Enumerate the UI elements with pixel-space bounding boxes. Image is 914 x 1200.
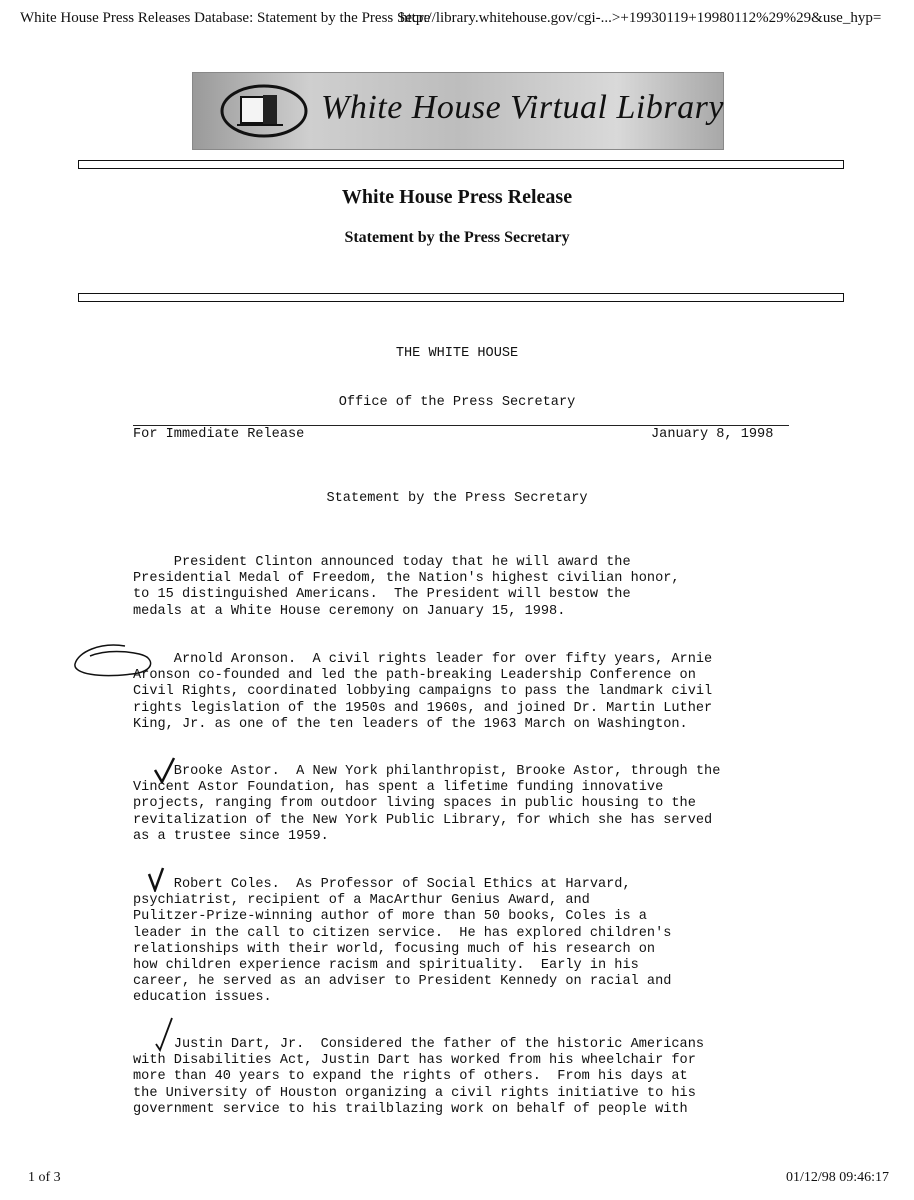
paragraph-dart: Justin Dart, Jr. Considered the father of the historic Americans with Disabilities Act, Justin Dart has worked from his wheelchair for more than 40 years to expand the rights of others. From his days at the University of Houston organizing a civil rights initiative to his government service to his trailblazing work on behalf of people with <box>133 1037 705 1117</box>
print-header-url: http://library.whitehouse.gov/cgi-...>+19930119+19980112%29%29&use_hyp= <box>400 10 882 26</box>
print-header-title: White House Press Releases Database: Statement by the Press Secre <box>20 10 431 26</box>
release-date: January 8, 1998 <box>651 427 774 442</box>
handwritten-check-mark <box>152 756 178 784</box>
virtual-library-banner <box>192 72 724 150</box>
print-timestamp: 01/12/98 09:46:17 <box>786 1170 890 1185</box>
statement-heading: Statement by the Press Secretary <box>326 491 588 506</box>
release-label: For Immediate Release <box>133 427 305 442</box>
release-title: White House Press Release <box>341 186 573 208</box>
bottom-divider <box>78 293 844 302</box>
handwritten-check-mark <box>145 864 167 892</box>
intro-paragraph: President Clinton announced today that he will award the Presidential Medal of Freedom, the Nation's highest civilian honor, to 15 distinguished Americans. The President will bestow the medals at a White House ceremony on January 15, 1998. <box>133 555 680 619</box>
org-name: THE WHITE HOUSE <box>395 346 519 361</box>
handwritten-circle-mark <box>70 638 160 684</box>
office-name: Office of the Press Secretary <box>338 395 576 410</box>
paragraph-astor: Brooke Astor. A New York philanthropist, Brooke Astor, through the Vincent Astor Foundation, has spent a lifetime funding innovative projects, ranging from outdoor living spaces in public housing to the revitalization of the New York Public Library, for which she has served as a trustee since 1959. <box>133 764 721 844</box>
book-logo-icon <box>219 83 309 139</box>
banner-title: White House Virtual Library <box>321 89 724 126</box>
handwritten-check-mark <box>152 1016 178 1052</box>
page-count: 1 of 3 <box>28 1170 61 1185</box>
header-rule <box>133 425 789 426</box>
paragraph-coles: Robert Coles. As Professor of Social Ethics at Harvard, psychiatrist, recipient of a MacArthur Genius Award, and Pulitzer-Prize-winning author of more than 50 books, Coles is a leader in the call to citizen service. He has explored children's relationships with their world, focusing much of his research on how children experience racism and spirituality. Early in his career, he served as an adviser to President Kennedy on racial and education issues. <box>133 877 672 1006</box>
top-divider <box>78 160 844 169</box>
paragraph-aronson: Arnold Aronson. A civil rights leader for over fifty years, Arnie Aronson co-founded and led the path-breaking Leadership Conference on Civil Rights, coordinated lobbying campaigns to pass the landmark civil rights legislation of the 1950s and 1960s, and joined Dr. Martin Luther King, Jr. as one of the ten leaders of the 1963 March on Washington. <box>133 652 713 732</box>
release-subtitle: Statement by the Press Secretary <box>344 229 570 246</box>
